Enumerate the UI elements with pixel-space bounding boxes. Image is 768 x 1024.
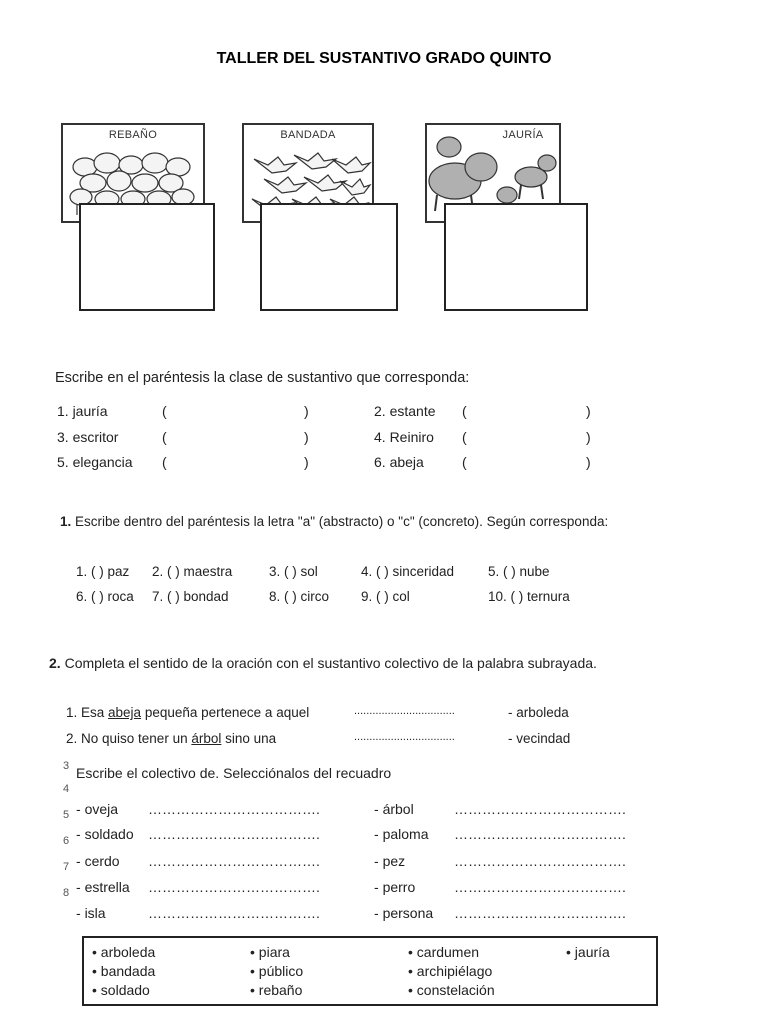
- fill-blank[interactable]: ……………………………….: [148, 826, 320, 842]
- collective-item: - paloma: [374, 826, 429, 842]
- item-word: árbol: [382, 801, 414, 817]
- exercise-1-item: 2. ( ) maestra: [152, 564, 233, 579]
- item-word: persona: [382, 905, 434, 921]
- word-bank-box: [82, 936, 658, 1006]
- paren-close: ): [586, 403, 591, 419]
- exercise-1-instruction: [60, 513, 614, 530]
- item-word: oveja: [84, 801, 119, 817]
- word-bank-item: • cardumen: [408, 944, 480, 960]
- option-text: - arboleda: [508, 705, 569, 720]
- item-word: soldado: [84, 826, 134, 842]
- underlined-word: abeja: [108, 705, 142, 720]
- exercise-a-word: 2. estante: [374, 403, 436, 419]
- fill-blank[interactable]: ……………………………….: [454, 879, 626, 895]
- exercise-1-item: 8. ( ) circo: [269, 589, 330, 604]
- item-word: cerdo: [84, 853, 120, 869]
- paren-close: ): [304, 403, 309, 419]
- fill-blank[interactable]: ……………………………….: [454, 826, 626, 842]
- word-bank-item: • rebaño: [250, 982, 303, 998]
- answer-box-2[interactable]: [260, 203, 398, 311]
- fill-blank[interactable]: ……………………………….: [148, 879, 320, 895]
- exercise-a-instruction: Escribe en el paréntesis la clase de sustantivo que corresponda:: [55, 370, 470, 386]
- paren-close: ): [304, 429, 309, 445]
- collective-item: - oveja: [76, 801, 119, 817]
- collective-item: - estrella: [76, 879, 130, 895]
- word-bank-item: • soldado: [92, 982, 150, 998]
- collective-item: - perro: [374, 879, 416, 895]
- sentence-text: 1. Esa: [66, 705, 109, 720]
- margin-digit: 8: [63, 887, 70, 899]
- word-bank-item: • jauría: [566, 944, 610, 960]
- exercise-1-item: 4. ( ) sinceridad: [361, 564, 455, 579]
- margin-digit: 4: [63, 783, 70, 795]
- underlined-word: árbol: [191, 731, 222, 746]
- margin-digit: 6: [63, 835, 70, 847]
- picture-label: JAURÍA: [502, 129, 544, 141]
- paren-close: ): [586, 454, 591, 470]
- collective-item: - pez: [374, 853, 406, 869]
- paren-close: ): [586, 429, 591, 445]
- exercise-1-item: 1. ( ) paz: [76, 564, 130, 579]
- item-word: pez: [382, 853, 406, 869]
- word-bank-item: • arboleda: [92, 944, 156, 960]
- exercise-3-instruction: Escribe el colectivo de. Selecciónalos del recuadro: [76, 765, 392, 781]
- paren-open: (: [162, 429, 167, 445]
- margin-digit: 3: [63, 760, 70, 772]
- picture-label: BANDADA: [280, 129, 336, 141]
- word-bank-item: • bandada: [92, 963, 156, 979]
- fill-blank[interactable]: ……………………………….: [454, 905, 626, 921]
- collective-item: - isla: [76, 905, 106, 921]
- exercise-1-item: 6. ( ) roca: [76, 589, 134, 604]
- page-title: TALLER DEL SUSTANTIVO GRADO QUINTO: [216, 50, 552, 67]
- exercise-number: 1.: [60, 514, 72, 529]
- collective-item: - cerdo: [76, 853, 120, 869]
- margin-digit: 5: [63, 809, 70, 821]
- fill-blank[interactable]: ……………………………….: [148, 801, 320, 817]
- item-word: paloma: [382, 826, 429, 842]
- sentence-text: sino una: [221, 731, 277, 746]
- option-text: - vecindad: [508, 731, 571, 746]
- exercise-1-item: 9. ( ) col: [361, 589, 410, 604]
- exercise-2-instruction: [49, 655, 621, 672]
- sentence-text: pequeña pertenece a aquel: [141, 705, 310, 720]
- exercise-text: Completa el sentido de la oración con el sustantivo colectivo de la palabra subrayada.: [64, 655, 597, 671]
- paren-open: (: [462, 454, 467, 470]
- fill-blank[interactable]: ……………………………….: [454, 801, 626, 817]
- sentence-2: [66, 731, 276, 746]
- item-word: perro: [382, 879, 416, 895]
- answer-box-1[interactable]: [79, 203, 215, 311]
- exercise-a-word: 1. jauría: [57, 403, 108, 419]
- exercise-a-word: 5. elegancia: [57, 454, 133, 470]
- collective-item: - soldado: [76, 826, 134, 842]
- exercise-text: Escribe dentro del paréntesis la letra "a" (abstracto) o "c" (concreto). Según corresponda:: [75, 514, 609, 529]
- exercise-a-word: 3. escritor: [57, 429, 119, 445]
- fill-blank[interactable]: ……………………………….: [148, 905, 320, 921]
- exercise-number: 2.: [49, 655, 61, 671]
- paren-open: (: [162, 403, 167, 419]
- word-bank-item: • piara: [250, 944, 290, 960]
- exercise-1-item: 10. ( ) ternura: [488, 589, 570, 604]
- margin-digit: 7: [63, 861, 70, 873]
- paren-open: (: [462, 403, 467, 419]
- item-word: estrella: [84, 879, 130, 895]
- fill-blank[interactable]: ……………………………….: [148, 853, 320, 869]
- paren-close: ): [304, 454, 309, 470]
- collective-item: - persona: [374, 905, 434, 921]
- exercise-a-word: 4. Reiniro: [374, 429, 434, 445]
- exercise-a-word: 6. abeja: [374, 454, 424, 470]
- answer-box-3[interactable]: [444, 203, 588, 311]
- picture-label: REBAÑO: [108, 129, 158, 141]
- paren-open: (: [462, 429, 467, 445]
- collective-item: - árbol: [374, 801, 414, 817]
- word-bank-item: • constelación: [408, 982, 495, 998]
- item-word: isla: [84, 905, 106, 921]
- exercise-1-item: 7. ( ) bondad: [152, 589, 229, 604]
- fill-blank[interactable]: .................................: [354, 731, 455, 743]
- fill-blank[interactable]: ……………………………….: [454, 853, 626, 869]
- sentence-1: [66, 705, 309, 720]
- word-bank-item: • archipiélago: [408, 963, 493, 979]
- fill-blank[interactable]: .................................: [354, 705, 455, 717]
- word-bank-item: • público: [250, 963, 304, 979]
- paren-open: (: [162, 454, 167, 470]
- sentence-text: 2. No quiso tener un: [66, 731, 192, 746]
- exercise-1-item: 5. ( ) nube: [488, 564, 550, 579]
- exercise-1-item: 3. ( ) sol: [269, 564, 318, 579]
